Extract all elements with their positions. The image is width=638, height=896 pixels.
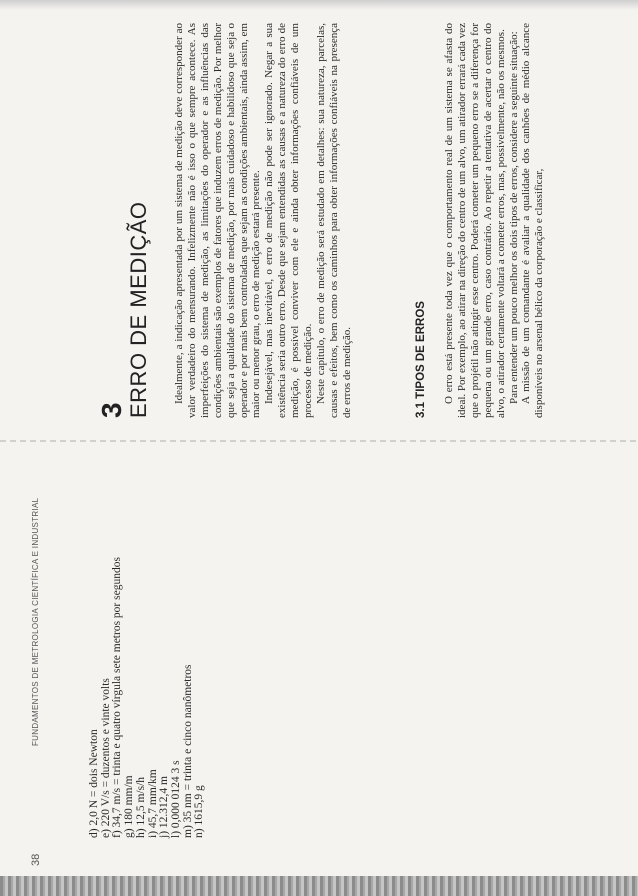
chapter-number: 3 <box>96 402 127 418</box>
paragraph: Indesejável, mas inevitável, o erro de medição não pode ser ignorado. Negar a sua existência seria outro erro. Desde que sejam entendidas as causas e a natureza do erro de medição, é possível conviver com ele e ainda obter informações confiáveis de um processo de medição. <box>263 23 315 418</box>
list-item: h) 12,5 m/s/h <box>134 776 147 838</box>
list-item: n) 1615,9 g <box>193 785 206 838</box>
list-item: d) 2,0 N = dois Newton <box>88 729 100 838</box>
page-number: 38 <box>30 853 42 866</box>
list-item: m) 35 nm = trinta e cinco nanômetros <box>181 664 194 838</box>
right-page <box>0 0 638 444</box>
list-item: e) 220 V/s = duzentos e vinte volts <box>99 678 112 838</box>
chapter-title: ERRO DE MEDIÇÃO <box>126 201 151 418</box>
list-item: i) 45,7 mm/km <box>146 769 159 838</box>
intro-text <box>173 23 354 418</box>
paragraph: A missão de um comandante é avaliar a qualidade dos canhões de médio alcance disponíveis no arsenal bélico da corporação e classificar, <box>520 23 546 418</box>
paragraph: Neste capítulo, o erro de medição será estudado em detalhes: sua natureza, parcelas, causas e efeitos, bem como os caminhos para obter informações confiáveis na presença de erros de medição. <box>314 23 353 418</box>
list-item: g) 180 mm/m <box>123 775 136 838</box>
section-text <box>443 23 546 418</box>
exercise-list <box>89 557 206 838</box>
paragraph: O erro está presente toda vez que o comportamento real de um sistema se afasta do ideal. Por exemplo, ao atirar na direção do centro de um alvo, um atirador errará cada vez que o projétil não atingir esse centro. Poderá cometer um pequeno erro se a diferença for pequena ou um grande erro, caso contrário. Ao repetir a tentativa de acertar o centro do alvo, o atirador certamente voltará a cometer erros, mas, possivelmente, não os mesmos. <box>443 23 507 418</box>
paragraph: Para entender um pouco melhor os dois tipos de erros, considere a seguinte situação: <box>507 31 520 404</box>
list-item: j) 12.312,4 m <box>158 776 171 838</box>
list-item: f) 34,7 m/s = trinta e quatro vírgula sete metros por segundos <box>111 557 124 838</box>
left-page <box>0 448 638 896</box>
list-item: l) 0,000 0124 3 s <box>169 760 182 838</box>
running-head: FUNDAMENTOS DE METROLOGIA CIENTÍFICA E INDUSTRIAL <box>31 497 40 746</box>
scan-edge-bottom <box>0 876 638 896</box>
paragraph: Idealmente, a indicação apresentada por um sistema de medição deve corresponder ao valor verdadeiro do mensurando. Infelizmente não é isso o que sempre acontece. As imperfeições do sistema de medição, as limitações do operador e as influências das condições ambientais são exemplos de fatores que induzem erros de medição. Por melhor que seja a qualidade do sistema de medição, por mais cuidadoso e habilidoso que seja o operador e por mais bem controladas que sejam as condições ambientais, ainda assim, em maior ou menor grau, o erro de medição estará presente. <box>173 23 263 418</box>
section-heading: 3.1 TIPOS DE ERROS <box>415 301 427 418</box>
